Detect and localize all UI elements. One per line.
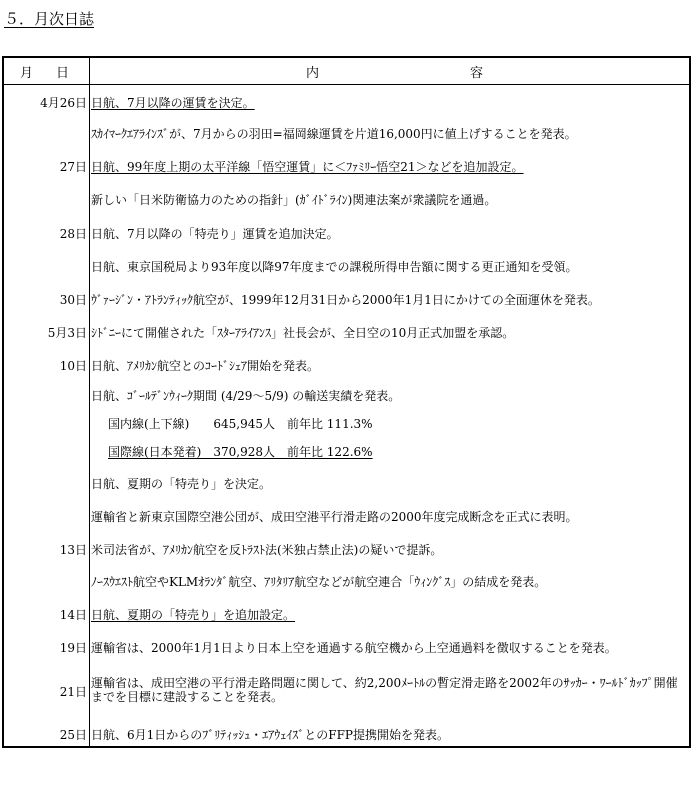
entry-date: 14日 bbox=[59, 608, 87, 622]
entry-text: 日航、7月以降の「特売り」運賃を追加決定。 bbox=[91, 227, 339, 241]
entry-text: ｳﾞｧｰｼﾞﾝ・ｱﾄﾗﾝﾃｨｯｸ航空が、1999年12月31日から2000年1月1日にかけての全面運休を発表。 bbox=[91, 293, 600, 307]
entry-text: 運輸省と新東京国際空港公団が、成田空港平行滑走路の2000年度完成断念を正式に表明。 bbox=[91, 510, 578, 524]
entry-text: 運輸省は、2000年1月1日より日本上空を通過する航空機から上空通過料を徴収することを発表。 bbox=[91, 641, 617, 655]
entry-text: ｼﾄﾞﾆｰにて開催された「ｽﾀｰｱﾗｲｱﾝｽ」社長会が、全日空の10月正式加盟を承認。 bbox=[91, 326, 515, 340]
entry-text: 日航、ｱﾒﾘｶﾝ航空とのｺｰﾄﾞｼｪｱ開始を発表。 bbox=[91, 359, 320, 373]
header-month: 月 bbox=[20, 66, 34, 81]
entry-date: 13日 bbox=[59, 543, 87, 557]
entry-text: 日航、7月以降の運賃を決定。 bbox=[91, 96, 255, 110]
entry-date: 25日 bbox=[59, 728, 87, 742]
entry-text: 日航、東京国税局より93年度以降97年度までの課税所得申告額に関する更正通知を受領。 bbox=[91, 260, 578, 274]
section-title: ５．月次日誌 bbox=[4, 10, 95, 28]
entry-text: ｽｶｲﾏｰｸｴｱﾗｲﾝｽﾞが、7月からの羽田=福岡線運賃を片道16,000円に値上げすることを発表。 bbox=[91, 127, 577, 141]
header-content-1: 内 bbox=[306, 66, 320, 81]
entry-date: 21日 bbox=[59, 685, 87, 699]
entry-text: 日航、夏期の「特売り」を決定。 bbox=[91, 477, 272, 491]
entry-text: 米司法省が、ｱﾒﾘｶﾝ航空を反ﾄﾗｽﾄ法(米独占禁止法)の疑いで提訴。 bbox=[91, 543, 443, 557]
entry-text: 国内線(上下線) 645,945人 前年比 111.3% bbox=[108, 417, 373, 431]
entry-text: ﾉｰｽｳｴｽﾄ航空やKLMｵﾗﾝﾀﾞ航空、ｱﾘﾀﾘｱ航空などが航空連合「ｳｨﾝｸﾞｽ」の結成を発表。 bbox=[91, 575, 547, 589]
entry-text: 運輸省は、成田空港の平行滑走路問題に関して、約2,200ﾒｰﾄﾙの暫定滑走路を2002年のｻｯｶｰ・ﾜｰﾙﾄﾞｶｯﾌﾟ開催までを目標に建設することを発表。 bbox=[91, 676, 678, 704]
monthly-log-table bbox=[2, 56, 691, 748]
entry-text: 日航、6月1日からのﾌﾞﾘﾃｨｯｼｭ・ｴｱｳｪｲｽﾞとのFFP提携開始を発表。 bbox=[91, 728, 449, 742]
entry-text: 日航、ｺﾞｰﾙﾃﾞﾝｳｨｰｸ期間 (4/29～5/9) の輸送実績を発表。 bbox=[91, 389, 401, 403]
entry-text: 日航、夏期の「特売り」を追加設定。 bbox=[91, 608, 296, 622]
entry-text: 日航、99年度上期の太平洋線「悟空運賃」に＜ﾌｧﾐﾘｰ悟空21＞などを追加設定。 bbox=[91, 160, 524, 174]
header-day: 日 bbox=[56, 66, 70, 81]
entry-text: 新しい「日米防衛協力のための指針」(ｶﾞｲﾄﾞﾗｲﾝ)関連法案が衆議院を通過。 bbox=[91, 193, 497, 207]
entry-date: 27日 bbox=[59, 160, 87, 174]
entry-date: 10日 bbox=[59, 359, 87, 373]
entry-date: 5月3日 bbox=[47, 326, 87, 340]
header-content-2: 容 bbox=[470, 66, 484, 81]
table-header bbox=[4, 58, 689, 85]
entry-date: 19日 bbox=[59, 641, 87, 655]
entry-date: 28日 bbox=[59, 227, 87, 241]
entry-date: 4月26日 bbox=[40, 96, 87, 110]
entry-date: 30日 bbox=[59, 293, 87, 307]
entry-text: 国際線(日本発着) 370,928人 前年比 122.6% bbox=[108, 445, 373, 459]
column-divider bbox=[89, 58, 90, 746]
